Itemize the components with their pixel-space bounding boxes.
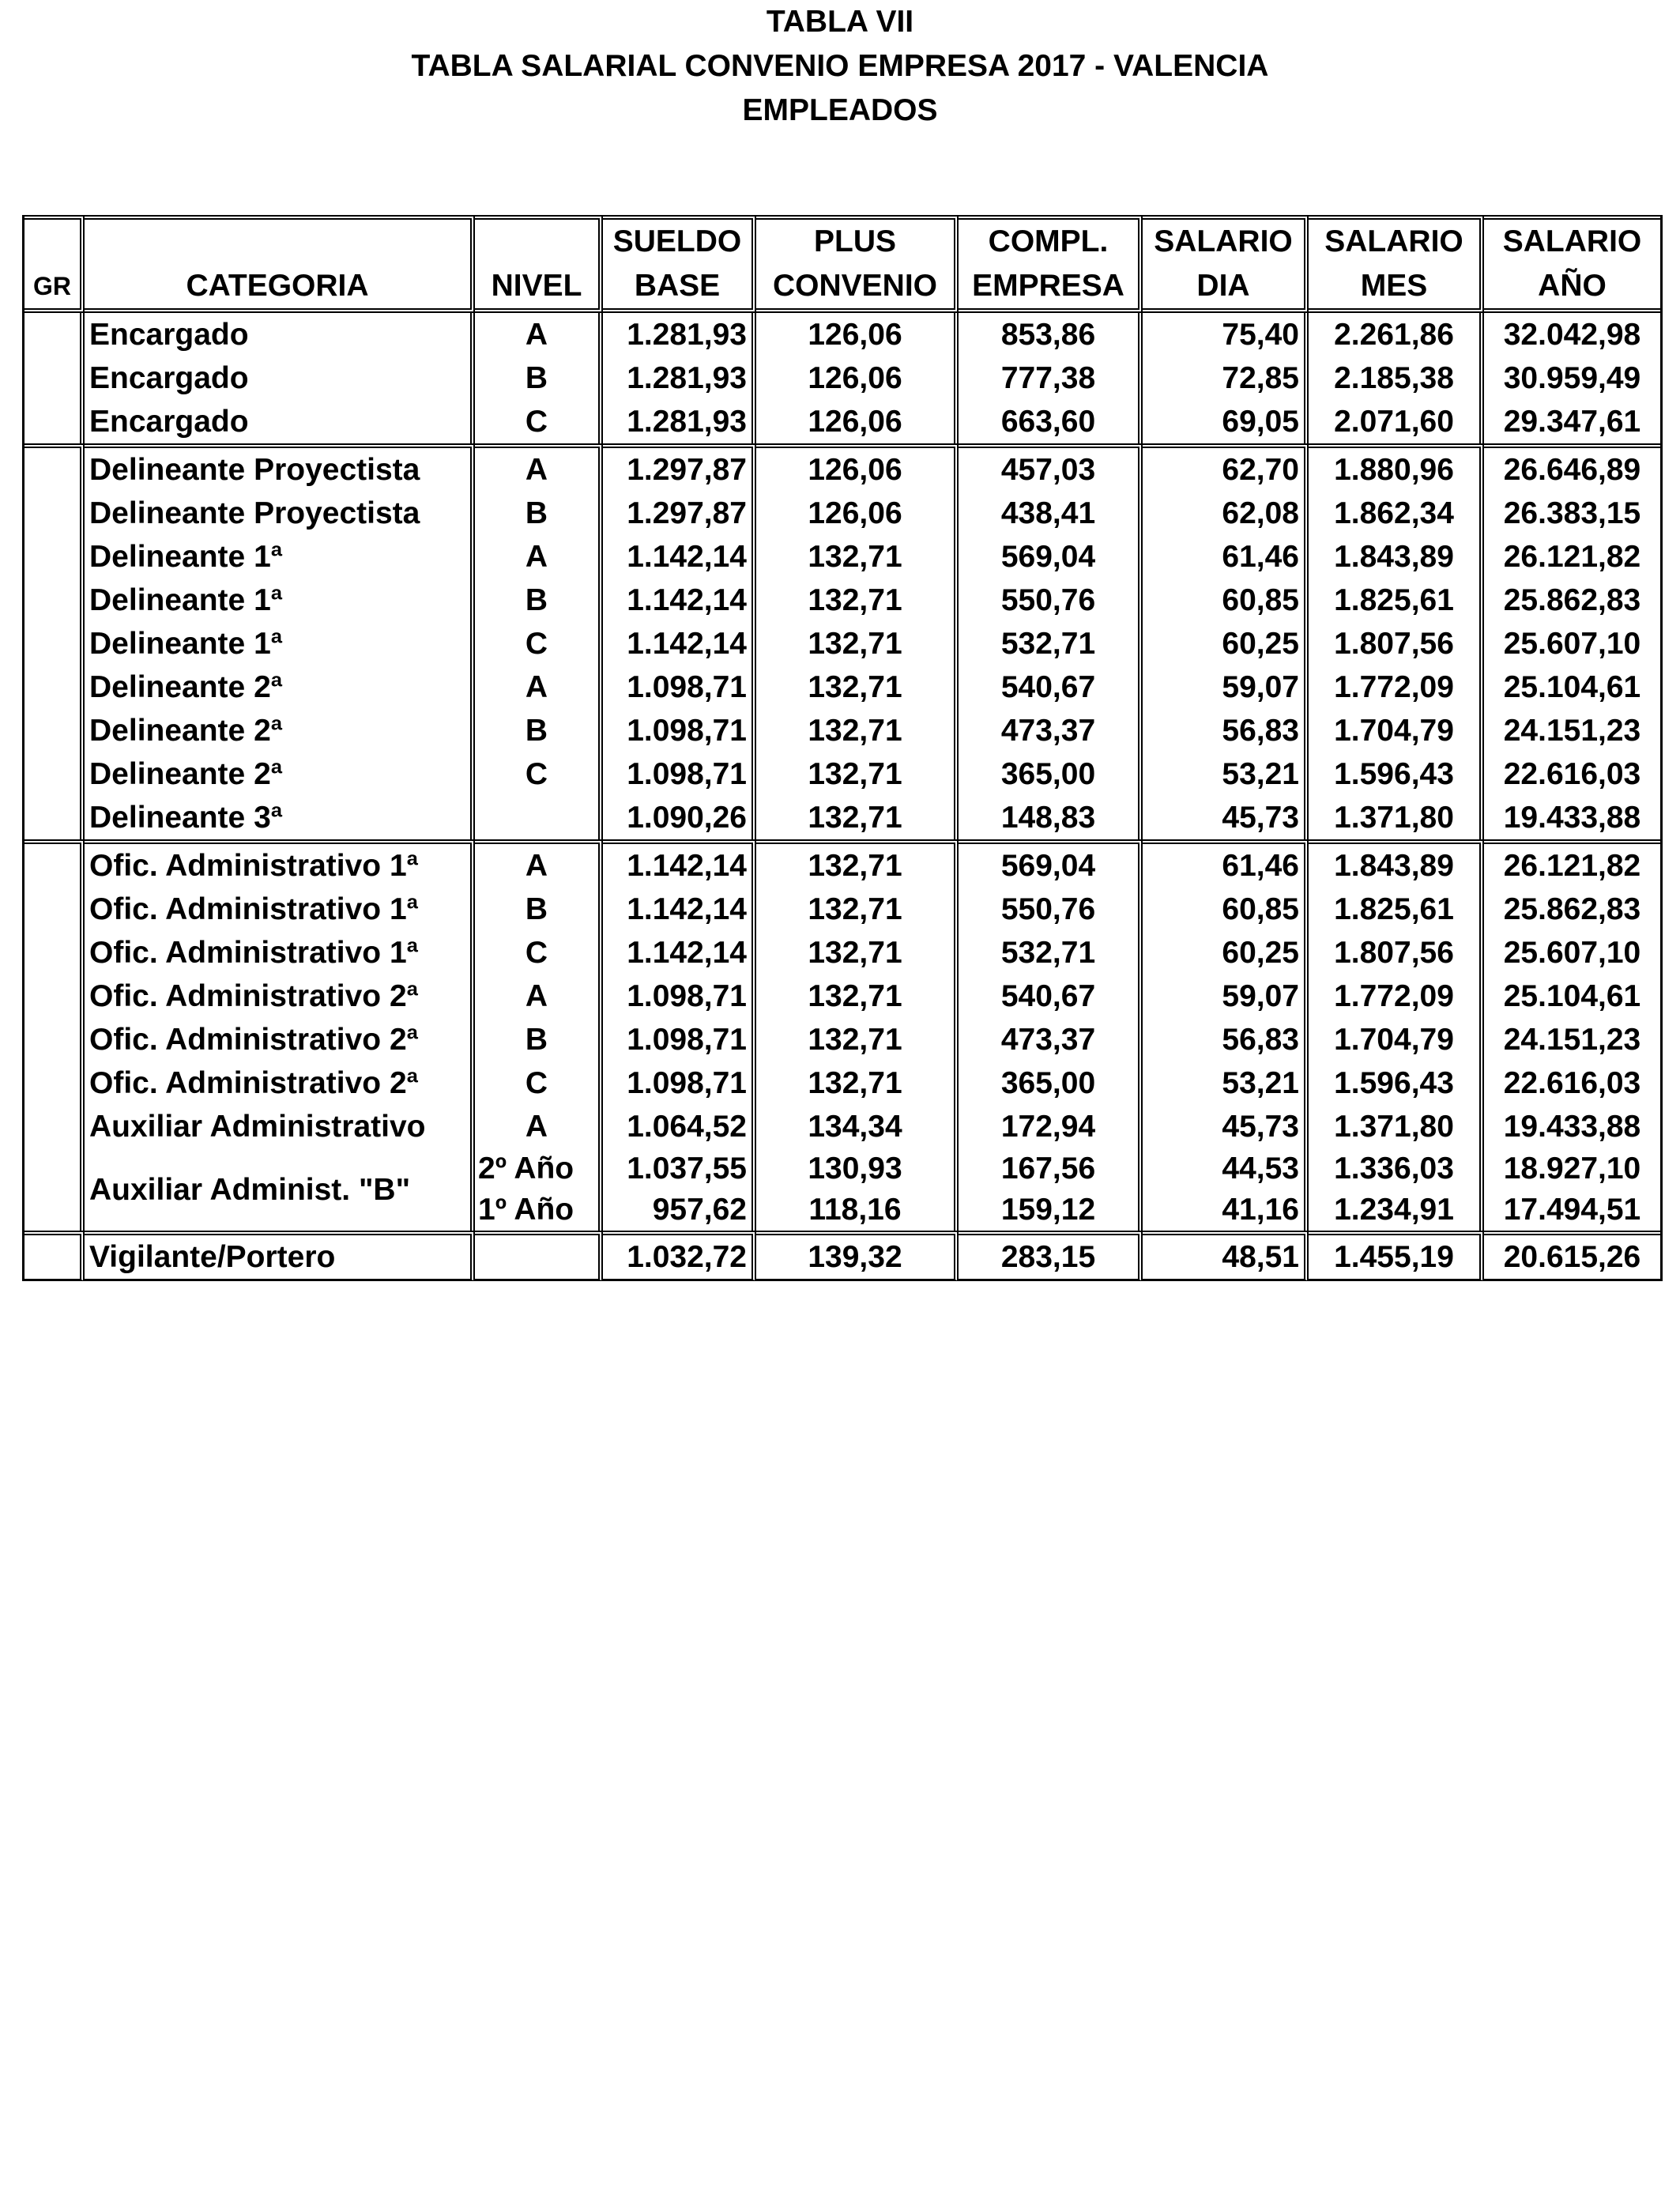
cell-ano: 25.104,61: [1503, 979, 1641, 1013]
cell-dia: 75,40: [1143, 313, 1309, 356]
cell-categoria: Delineante 2ª: [85, 665, 475, 709]
table-row: [24, 313, 1660, 356]
cell-compl: 532,71: [959, 931, 1143, 974]
cell-mes: 1.336,03: [1309, 1148, 1484, 1189]
cell-nivel: [475, 1231, 603, 1281]
cell-nivel: A: [475, 839, 603, 888]
table-row: [24, 535, 1660, 579]
cell-nivel: 2º Año: [475, 1148, 603, 1189]
cell-sueldo: 1.297,87: [603, 492, 756, 535]
cell-nivel: A: [475, 974, 603, 1018]
cell-plus: 132,71: [756, 974, 959, 1018]
cell-categoria: Auxiliar Administ. "B": [85, 1148, 475, 1231]
cell-dia: 56,83: [1143, 1018, 1309, 1061]
group-cell: [24, 839, 85, 1231]
cell-dia: 60,25: [1143, 622, 1309, 665]
cell-dia: 53,21: [1143, 1061, 1309, 1105]
cell-sueldo: 1.098,71: [603, 709, 756, 752]
cell-plus: 132,71: [756, 579, 959, 622]
cell-categoria: Vigilante/Portero: [85, 1231, 475, 1281]
cell-ano: 22.616,03: [1503, 1066, 1641, 1100]
cell-compl: 550,76: [959, 579, 1143, 622]
cell-sueldo: 1.142,14: [603, 579, 756, 622]
cell-compl: 473,37: [959, 709, 1143, 752]
cell-plus: 134,34: [756, 1105, 959, 1148]
header-plus-bottom: CONVENIO: [756, 264, 959, 313]
cell-categoria: Ofic. Administrativo 2ª: [85, 1018, 475, 1061]
cell-dia: 60,85: [1143, 888, 1309, 931]
cell-ano: 25.607,10: [1503, 936, 1641, 970]
group-cell: [24, 1231, 85, 1281]
cell-categoria: Delineante 1ª: [85, 535, 475, 579]
cell-compl: 532,71: [959, 622, 1143, 665]
cell-compl: 438,41: [959, 492, 1143, 535]
header-gr-top: [24, 215, 85, 264]
cell-categoria: Delineante 2ª: [85, 752, 475, 796]
cell-dia: 72,85: [1143, 356, 1309, 400]
cell-compl: 777,38: [959, 356, 1143, 400]
header-categoria-top: [85, 215, 475, 264]
header-row-top: [24, 215, 1660, 264]
cell-compl: 569,04: [959, 535, 1143, 579]
cell-nivel: A: [475, 1105, 603, 1148]
cell-ano: 19.433,88: [1503, 1110, 1641, 1144]
cell-mes: 1.880,96: [1309, 443, 1484, 492]
table-row: [24, 1105, 1660, 1148]
cell-plus: 132,71: [756, 796, 959, 839]
table-row: [24, 974, 1660, 1018]
cell-dia: 41,16: [1143, 1189, 1309, 1231]
cell-sueldo: 1.098,71: [603, 1018, 756, 1061]
cell-plus: 126,06: [756, 356, 959, 400]
cell-dia: 53,21: [1143, 752, 1309, 796]
cell-sueldo: 1.142,14: [603, 839, 756, 888]
header-plus-top: PLUS: [756, 215, 959, 264]
header-salario-mes-top: SALARIO: [1309, 215, 1484, 264]
cell-plus: 126,06: [756, 313, 959, 356]
cell-sueldo: 1.281,93: [603, 356, 756, 400]
cell-plus: 132,71: [756, 931, 959, 974]
cell-mes: 1.825,61: [1309, 579, 1484, 622]
cell-mes: 1.807,56: [1309, 622, 1484, 665]
cell-categoria: Ofic. Administrativo 1ª: [85, 888, 475, 931]
cell-compl: 569,04: [959, 839, 1143, 888]
table-row: [24, 796, 1660, 839]
table-row: [24, 1231, 1660, 1281]
cell-nivel: C: [475, 752, 603, 796]
cell-compl: 853,86: [959, 313, 1143, 356]
header-sueldo-bottom: BASE: [603, 264, 756, 313]
cell-mes: 1.843,89: [1309, 535, 1484, 579]
cell-sueldo: 1.297,87: [603, 443, 756, 492]
cell-sueldo: 1.142,14: [603, 888, 756, 931]
table-row: [24, 665, 1660, 709]
cell-nivel: C: [475, 931, 603, 974]
cell-plus: 132,71: [756, 752, 959, 796]
cell-nivel: A: [475, 665, 603, 709]
cell-categoria: Encargado: [85, 400, 475, 443]
cell-categoria: Encargado: [85, 313, 475, 356]
cell-dia: 69,05: [1143, 400, 1309, 443]
table-row: [24, 839, 1660, 888]
cell-dia: 62,70: [1143, 443, 1309, 492]
cell-compl: 365,00: [959, 1061, 1143, 1105]
cell-dia: 45,73: [1143, 1105, 1309, 1148]
cell-ano: 17.494,51: [1503, 1193, 1641, 1227]
cell-ano: 24.151,23: [1503, 1023, 1641, 1057]
cell-sueldo: 1.098,71: [603, 665, 756, 709]
header-salario-ano-top: SALARIO: [1484, 215, 1660, 264]
header-categoria: CATEGORIA: [85, 264, 475, 313]
cell-ano: 26.121,82: [1484, 839, 1660, 888]
header-compl-bottom: EMPRESA: [959, 264, 1143, 313]
cell-plus: 126,06: [756, 492, 959, 535]
cell-dia: 59,07: [1143, 665, 1309, 709]
cell-compl: 663,60: [959, 400, 1143, 443]
cell-plus: 126,06: [756, 400, 959, 443]
cell-sueldo: 957,62: [603, 1189, 756, 1231]
cell-ano: 22.616,03: [1503, 757, 1641, 791]
cell-compl: 283,15: [959, 1231, 1143, 1281]
cell-plus: 132,71: [756, 535, 959, 579]
cell-mes: 1.704,79: [1309, 709, 1484, 752]
cell-categoria: Ofic. Administrativo 2ª: [85, 974, 475, 1018]
cell-ano: 29.347,61: [1503, 405, 1641, 439]
header-sueldo-top: SUELDO: [603, 215, 756, 264]
cell-mes: 1.371,80: [1309, 796, 1484, 839]
header-salario-dia-bottom: DIA: [1143, 264, 1309, 313]
cell-dia: 60,25: [1143, 931, 1309, 974]
table-row: [24, 492, 1660, 535]
cell-nivel: C: [475, 622, 603, 665]
table-row: [24, 1061, 1660, 1105]
table-row: [24, 1018, 1660, 1061]
cell-sueldo: 1.142,14: [603, 931, 756, 974]
cell-nivel: A: [475, 535, 603, 579]
cell-plus: 132,71: [756, 839, 959, 888]
header-salario-ano-bottom: AÑO: [1484, 264, 1660, 313]
cell-sueldo: 1.037,55: [603, 1148, 756, 1189]
salary-table: [24, 215, 1660, 1281]
cell-dia: 60,85: [1143, 579, 1309, 622]
cell-dia: 56,83: [1143, 709, 1309, 752]
cell-plus: 132,71: [756, 1018, 959, 1061]
cell-compl: 148,83: [959, 796, 1143, 839]
cell-nivel: A: [475, 313, 603, 356]
cell-plus: 132,71: [756, 888, 959, 931]
cell-ano: 25.862,83: [1503, 892, 1641, 926]
cell-mes: 1.825,61: [1309, 888, 1484, 931]
table-row: [24, 1148, 1660, 1189]
cell-dia: 44,53: [1143, 1148, 1309, 1189]
cell-ano: 24.151,23: [1503, 714, 1641, 748]
cell-plus: 132,71: [756, 709, 959, 752]
cell-ano: 18.927,10: [1503, 1152, 1641, 1186]
title-line-3: EMPLEADOS: [742, 93, 938, 127]
cell-mes: 1.455,19: [1309, 1231, 1484, 1281]
header-salario-dia-top: SALARIO: [1143, 215, 1309, 264]
cell-plus: 132,71: [756, 1061, 959, 1105]
cell-dia: 45,73: [1143, 796, 1309, 839]
table-row: [24, 579, 1660, 622]
cell-nivel: B: [475, 888, 603, 931]
group-cell: [24, 443, 85, 839]
cell-compl: 457,03: [959, 443, 1143, 492]
cell-mes: 1.807,56: [1309, 931, 1484, 974]
cell-plus: 132,71: [756, 622, 959, 665]
cell-dia: 62,08: [1143, 492, 1309, 535]
cell-compl: 172,94: [959, 1105, 1143, 1148]
cell-sueldo: 1.032,72: [603, 1231, 756, 1281]
cell-mes: 1.596,43: [1309, 1061, 1484, 1105]
cell-categoria: Delineante 2ª: [85, 709, 475, 752]
table-row: [24, 709, 1660, 752]
cell-mes: 1.862,34: [1309, 492, 1484, 535]
table-row: [24, 356, 1660, 400]
cell-nivel: B: [475, 709, 603, 752]
header-nivel-top: [475, 215, 603, 264]
cell-mes: 2.185,38: [1309, 356, 1484, 400]
header-compl-top: COMPL.: [959, 215, 1143, 264]
cell-compl: 540,67: [959, 974, 1143, 1018]
title-line-1: TABLA VII: [766, 5, 914, 39]
cell-nivel: B: [475, 579, 603, 622]
header-row-bottom: [24, 264, 1660, 313]
cell-mes: 1.843,89: [1309, 839, 1484, 888]
cell-mes: 1.772,09: [1309, 974, 1484, 1018]
group-cell: [24, 313, 85, 443]
cell-sueldo: 1.281,93: [603, 400, 756, 443]
cell-mes: 1.596,43: [1309, 752, 1484, 796]
cell-categoria: Encargado: [85, 356, 475, 400]
cell-sueldo: 1.098,71: [603, 1061, 756, 1105]
table-row: [24, 443, 1660, 492]
salary-table-wrapper: [22, 215, 1663, 1281]
cell-sueldo: 1.098,71: [603, 752, 756, 796]
table-row: [24, 931, 1660, 974]
cell-categoria: Delineante 1ª: [85, 579, 475, 622]
cell-sueldo: 1.090,26: [603, 796, 756, 839]
cell-plus: 139,32: [756, 1231, 959, 1281]
cell-categoria: Delineante 1ª: [85, 622, 475, 665]
cell-compl: 550,76: [959, 888, 1143, 931]
cell-nivel: A: [475, 443, 603, 492]
cell-categoria: Auxiliar Administrativo: [85, 1105, 475, 1148]
cell-compl: 473,37: [959, 1018, 1143, 1061]
cell-categoria: Ofic. Administrativo 1ª: [85, 931, 475, 974]
cell-mes: 2.261,86: [1309, 313, 1484, 356]
cell-compl: 159,12: [959, 1189, 1143, 1231]
cell-nivel: 1º Año: [475, 1189, 603, 1231]
cell-ano: 26.121,82: [1503, 540, 1641, 574]
header-salario-mes-bottom: MES: [1309, 264, 1484, 313]
cell-sueldo: 1.098,71: [603, 974, 756, 1018]
cell-nivel: B: [475, 492, 603, 535]
cell-categoria: Delineante 3ª: [85, 796, 475, 839]
cell-plus: 130,93: [756, 1148, 959, 1189]
cell-dia: 61,46: [1143, 839, 1309, 888]
cell-compl: 167,56: [959, 1148, 1143, 1189]
cell-ano: 25.104,61: [1503, 670, 1641, 704]
cell-ano: 25.862,83: [1503, 583, 1641, 617]
cell-nivel: C: [475, 1061, 603, 1105]
header-gr: GR: [24, 264, 85, 313]
cell-mes: 1.772,09: [1309, 665, 1484, 709]
table-row: [24, 622, 1660, 665]
title-line-2: TABLA SALARIAL CONVENIO EMPRESA 2017 - VALENCIA: [411, 49, 1269, 83]
cell-ano: 26.646,89: [1484, 443, 1660, 492]
cell-plus: 118,16: [756, 1189, 959, 1231]
cell-compl: 540,67: [959, 665, 1143, 709]
cell-mes: 2.071,60: [1309, 400, 1484, 443]
cell-ano: 20.615,26: [1484, 1231, 1660, 1281]
cell-ano: 19.433,88: [1503, 801, 1641, 835]
cell-mes: 1.704,79: [1309, 1018, 1484, 1061]
table-row: [24, 888, 1660, 931]
cell-mes: 1.371,80: [1309, 1105, 1484, 1148]
cell-nivel: B: [475, 356, 603, 400]
cell-nivel: C: [475, 400, 603, 443]
cell-ano: 26.383,15: [1503, 496, 1641, 530]
cell-mes: 1.234,91: [1309, 1189, 1484, 1231]
cell-dia: 48,51: [1143, 1231, 1309, 1281]
cell-sueldo: 1.142,14: [603, 535, 756, 579]
header-nivel: NIVEL: [475, 264, 603, 313]
cell-plus: 132,71: [756, 665, 959, 709]
cell-dia: 61,46: [1143, 535, 1309, 579]
cell-sueldo: 1.064,52: [603, 1105, 756, 1148]
cell-nivel: B: [475, 1018, 603, 1061]
cell-plus: 126,06: [756, 443, 959, 492]
cell-compl: 365,00: [959, 752, 1143, 796]
cell-categoria: Delineante Proyectista: [85, 443, 475, 492]
cell-categoria: Ofic. Administrativo 2ª: [85, 1061, 475, 1105]
cell-ano: 32.042,98: [1503, 318, 1641, 352]
cell-nivel: [475, 796, 603, 839]
cell-ano: 30.959,49: [1503, 361, 1641, 395]
document-title-block: [0, 0, 1680, 133]
cell-sueldo: 1.281,93: [603, 313, 756, 356]
table-row: [24, 400, 1660, 443]
cell-dia: 59,07: [1143, 974, 1309, 1018]
cell-sueldo: 1.142,14: [603, 622, 756, 665]
cell-ano: 25.607,10: [1503, 627, 1641, 661]
cell-categoria: Delineante Proyectista: [85, 492, 475, 535]
cell-categoria: Ofic. Administrativo 1ª: [85, 839, 475, 888]
table-row: [24, 752, 1660, 796]
